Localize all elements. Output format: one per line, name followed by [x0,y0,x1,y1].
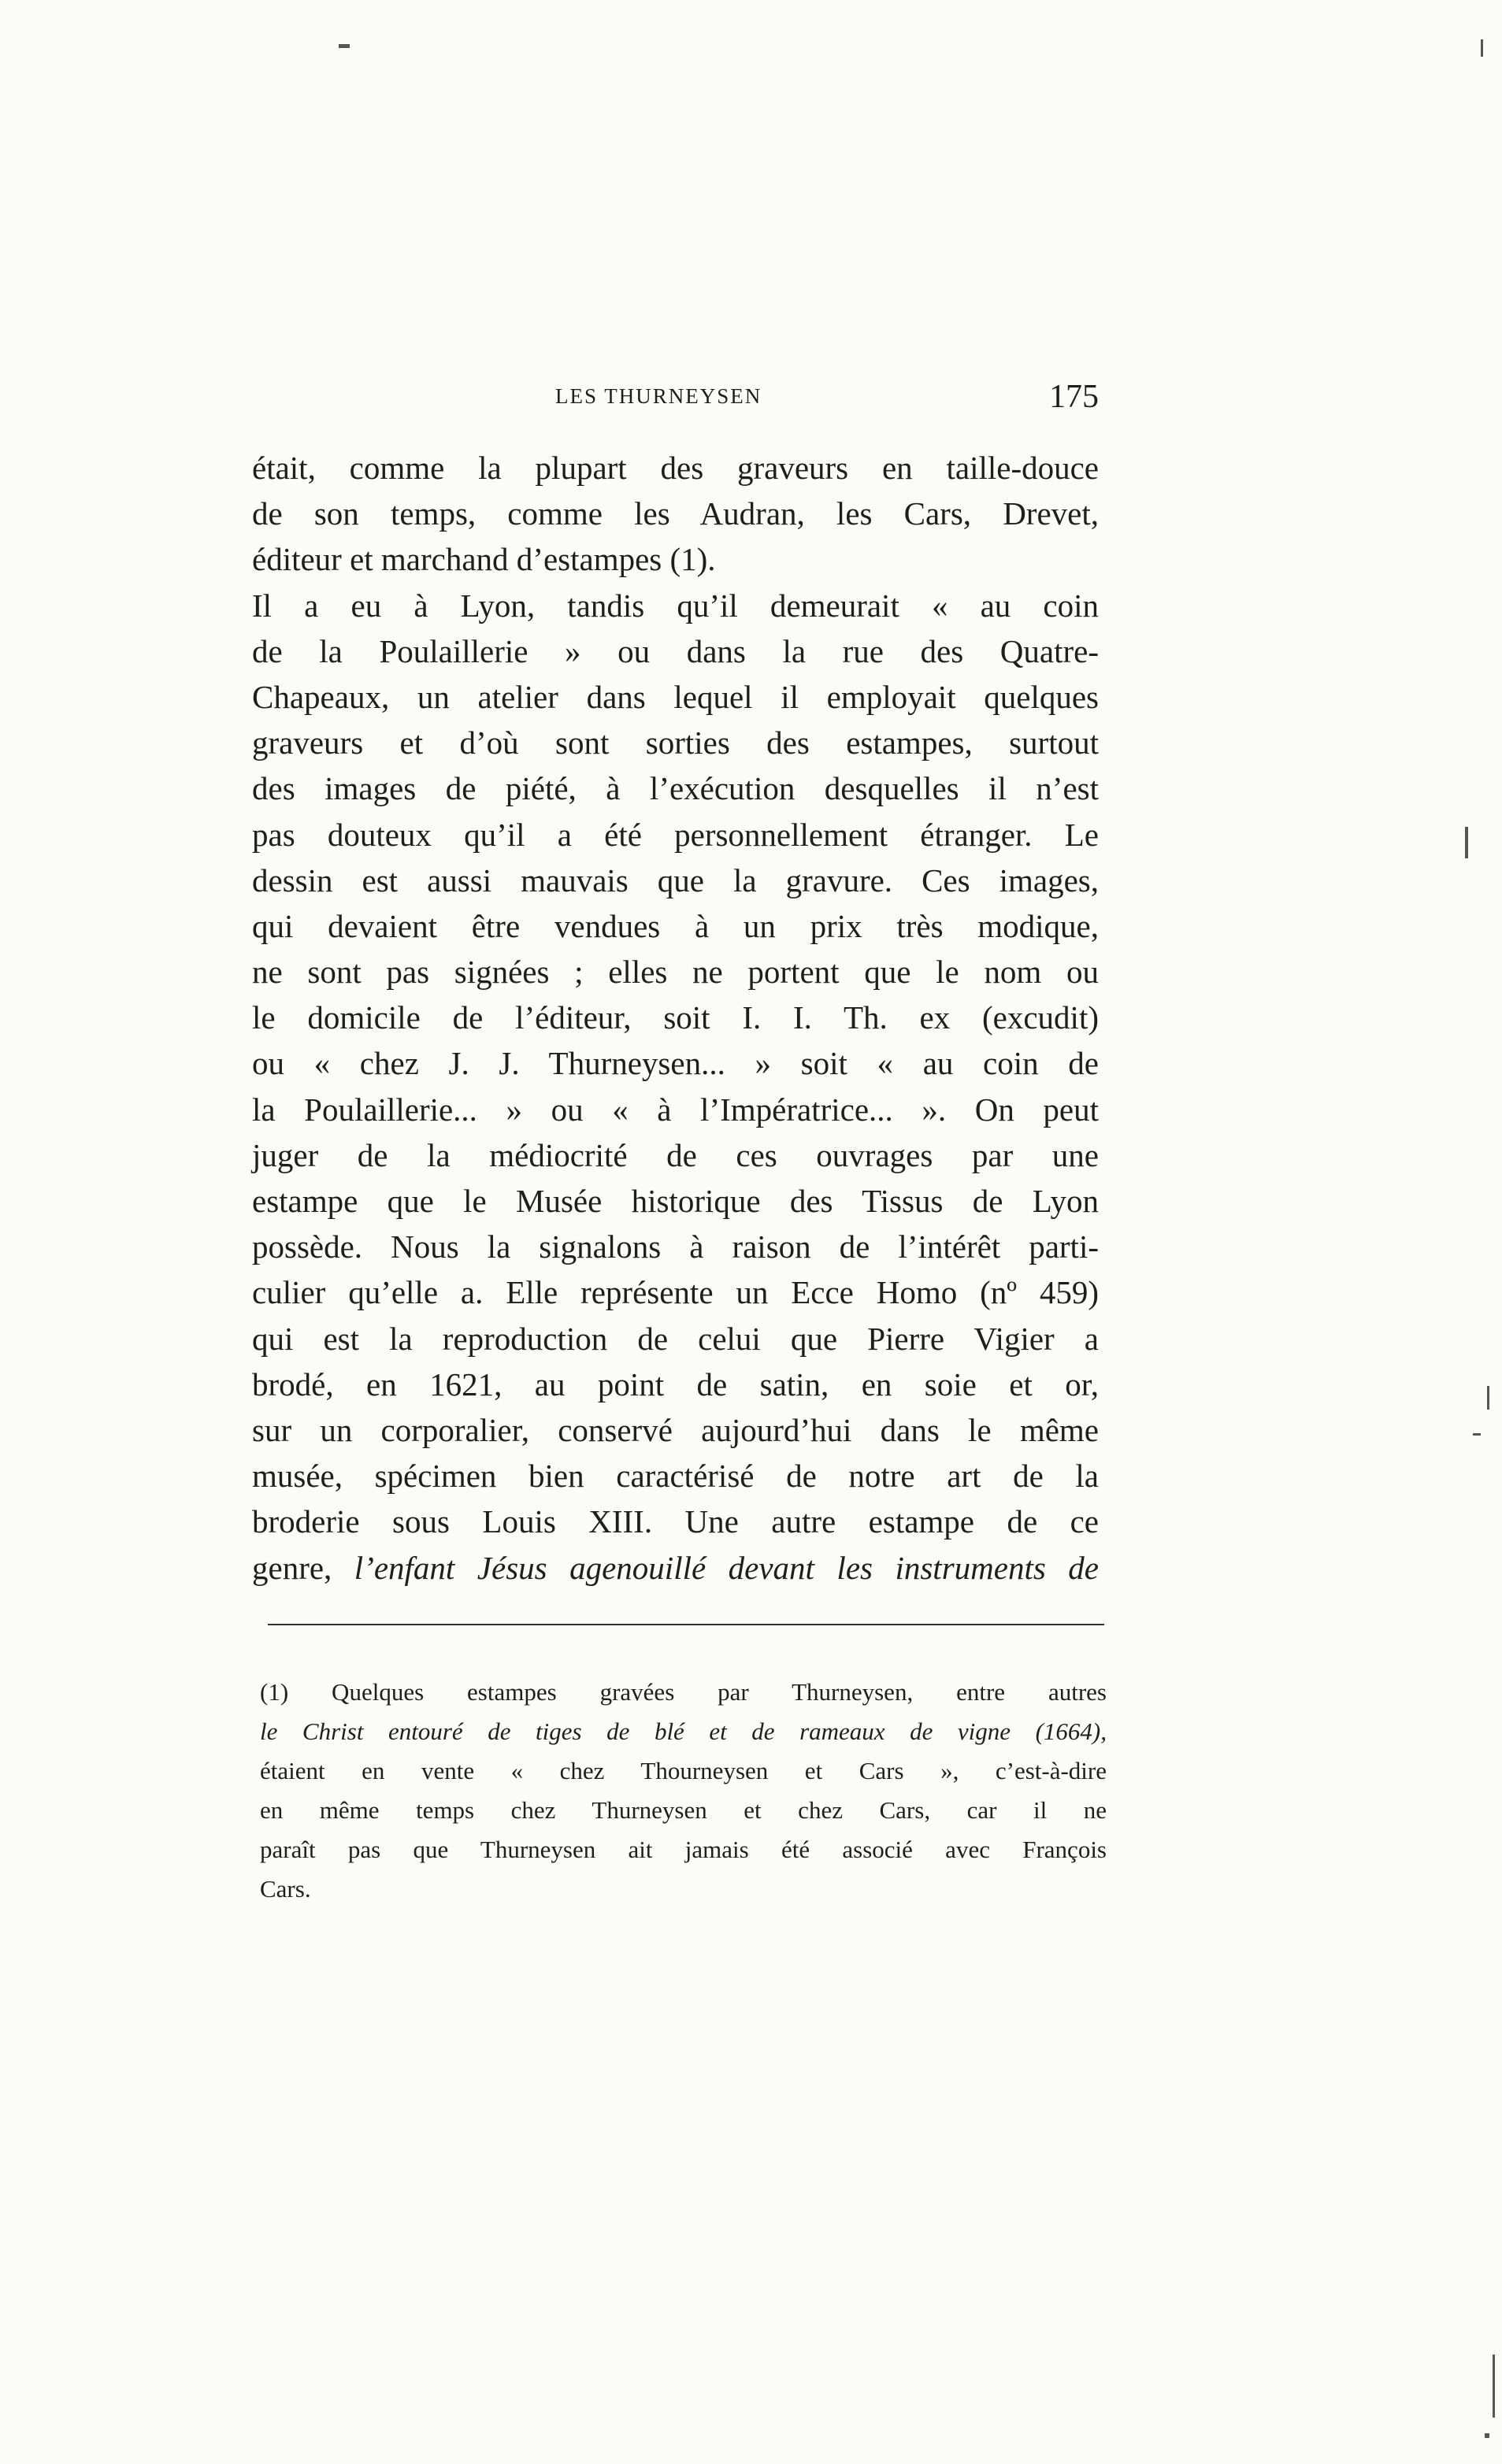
footnote-line: le Christ entouré de tiges de blé et de rameaux de vigne (1664), [260,1717,1107,1745]
text-line: dessin est aussi mauvais que la gravure. Ces images, [252,861,1099,899]
text-line: ne sont pas signées ; elles ne portent que le nom ou [252,954,1099,991]
footnote [260,1673,1107,1909]
text-line: de la Poulaillerie » ou dans la rue des Quatre- [252,632,1099,669]
footnote-rule [268,1624,1104,1625]
footnote-line: Cars. [260,1875,311,1903]
text-line: musée, spécimen bien caractérisé de notre art de la [252,1458,1099,1495]
text-line: brodé, en 1621, au point de satin, en soie et or, [252,1365,1099,1402]
text-line: graveurs et d’où sont sorties des estampes, surtout [252,724,1099,761]
text-line-italic-tail: genre, l’enfant Jésus agenouillé devant les instruments de [252,1549,1099,1586]
footnote-line: paraît pas que Thurneysen ait jamais été associé avec François [260,1836,1107,1863]
text-line: culier qu’elle a. Elle représente un Ecce Homo (nº 459) [252,1274,1099,1311]
running-head: LES THURNEYSEN [555,384,762,408]
text-line: ou « chez J. J. Thurneysen... » soit « au coin de [252,1045,1099,1082]
text-line: juger de la médiocrité de ces ouvrages par une [252,1136,1099,1173]
text-line: pas douteux qu’il a été personnellement étranger. Le [252,816,1099,853]
text-line: estampe que le Musée historique des Tissus de Lyon [252,1183,1099,1219]
text-line: Il a eu à Lyon, tandis qu’il demeurait « au coin [252,587,1099,624]
text-line: qui devaient être vendues à un prix très modique, [252,907,1099,944]
text-line: qui est la reproduction de celui que Pierre Vigier a [252,1320,1099,1357]
text-line: le domicile de l’éditeur, soit I. I. Th. ex (excudit) [252,999,1099,1036]
text-line: de son temps, comme les Audran, les Cars, Drevet, [252,495,1099,532]
page-header [252,379,1099,422]
main-text [252,445,1099,1591]
footnote-line: en même temps chez Thurneysen et chez Cars, car il ne [260,1796,1107,1824]
text-line: éditeur et marchand d’estampes (1). [252,541,716,578]
footnote-line: (1) Quelques estampes gravées par Thurneysen, entre autres [260,1678,1107,1706]
text-line: Chapeaux, un atelier dans lequel il employait quelques [252,678,1099,715]
italic-title: l’enfant Jésus agenouillé devant les instruments de [354,1549,1099,1586]
text-line: des images de piété, à l’exécution desquelles il n’est [252,770,1099,807]
footnote-line: étaient en vente « chez Thourneysen et Cars », c’est-à-dire [260,1757,1107,1784]
text-line: la Poulaillerie... » ou « à l’Impératrice... ». On peut [252,1091,1099,1128]
text-line: broderie sous Louis XIII. Une autre estampe de ce [252,1503,1099,1540]
text-line: était, comme la plupart des graveurs en taille-douce [252,450,1099,486]
page-number: 175 [1049,379,1099,415]
text-line: possède. Nous la signalons à raison de l’intérêt parti- [252,1228,1099,1265]
text-line: sur un corporalier, conservé aujourd’hui dans le même [252,1411,1099,1448]
